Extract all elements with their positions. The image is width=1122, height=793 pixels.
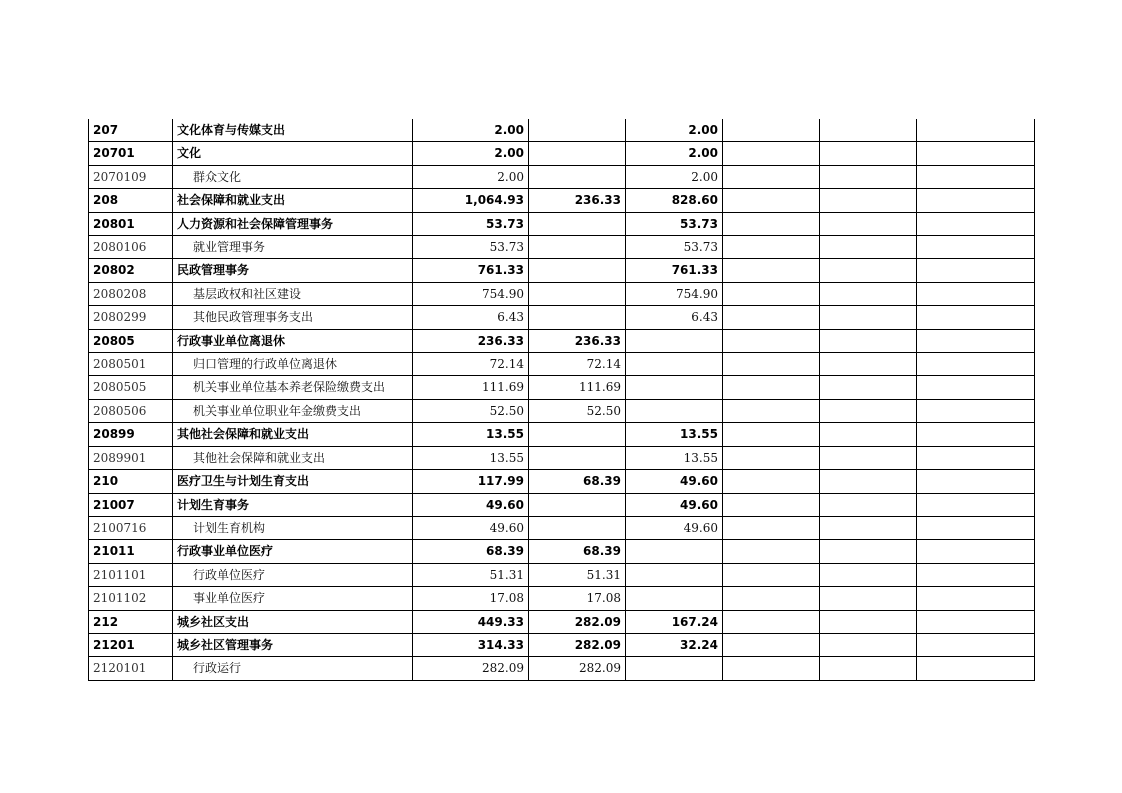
table-row	[89, 236, 1035, 259]
empty-cell	[723, 399, 820, 422]
empty-cell	[820, 165, 917, 188]
basic-expenditure-cell: 236.33	[529, 189, 626, 212]
subject-code-cell: 2080505	[89, 376, 173, 399]
empty-cell	[723, 540, 820, 563]
empty-cell	[917, 353, 1035, 376]
empty-cell	[820, 657, 917, 680]
subject-name-cell: 其他社会保障和就业支出	[173, 446, 413, 469]
subject-name-cell: 文化	[173, 142, 413, 165]
basic-expenditure-cell	[529, 493, 626, 516]
empty-cell	[723, 189, 820, 212]
total-amount-cell: 2.00	[413, 142, 529, 165]
empty-cell	[723, 306, 820, 329]
subject-code-cell: 2080299	[89, 306, 173, 329]
empty-cell	[820, 563, 917, 586]
table-row	[89, 282, 1035, 305]
table-row	[89, 259, 1035, 282]
subject-name-cell: 行政事业单位离退休	[173, 329, 413, 352]
subject-name-cell: 文化体育与传媒支出	[173, 119, 413, 142]
project-expenditure-cell: 754.90	[626, 282, 723, 305]
table-row	[89, 306, 1035, 329]
empty-cell	[917, 540, 1035, 563]
empty-cell	[723, 119, 820, 142]
subject-code-cell: 2080208	[89, 282, 173, 305]
total-amount-cell: 13.55	[413, 446, 529, 469]
empty-cell	[917, 329, 1035, 352]
subject-code-cell: 2080106	[89, 236, 173, 259]
basic-expenditure-cell	[529, 446, 626, 469]
subject-name-cell: 行政运行	[173, 657, 413, 680]
basic-expenditure-cell	[529, 259, 626, 282]
empty-cell	[917, 282, 1035, 305]
subject-name-cell: 事业单位医疗	[173, 587, 413, 610]
empty-cell	[723, 353, 820, 376]
subject-code-cell: 2100716	[89, 516, 173, 539]
empty-cell	[917, 587, 1035, 610]
subject-code-cell: 21007	[89, 493, 173, 516]
empty-cell	[917, 657, 1035, 680]
basic-expenditure-cell	[529, 165, 626, 188]
total-amount-cell: 51.31	[413, 563, 529, 586]
empty-cell	[723, 470, 820, 493]
basic-expenditure-cell: 51.31	[529, 563, 626, 586]
basic-expenditure-cell	[529, 236, 626, 259]
empty-cell	[917, 306, 1035, 329]
table-row	[89, 516, 1035, 539]
subject-code-cell: 20801	[89, 212, 173, 235]
project-expenditure-cell: 49.60	[626, 516, 723, 539]
table-row	[89, 212, 1035, 235]
total-amount-cell: 2.00	[413, 119, 529, 142]
empty-cell	[723, 493, 820, 516]
basic-expenditure-cell: 111.69	[529, 376, 626, 399]
basic-expenditure-cell: 68.39	[529, 540, 626, 563]
total-amount-cell: 68.39	[413, 540, 529, 563]
subject-code-cell: 210	[89, 470, 173, 493]
empty-cell	[820, 376, 917, 399]
empty-cell	[917, 259, 1035, 282]
subject-code-cell: 208	[89, 189, 173, 212]
empty-cell	[820, 540, 917, 563]
empty-cell	[820, 259, 917, 282]
empty-cell	[820, 633, 917, 656]
empty-cell	[723, 376, 820, 399]
empty-cell	[723, 610, 820, 633]
empty-cell	[820, 423, 917, 446]
subject-code-cell: 207	[89, 119, 173, 142]
empty-cell	[723, 259, 820, 282]
empty-cell	[820, 189, 917, 212]
empty-cell	[917, 610, 1035, 633]
subject-code-cell: 20701	[89, 142, 173, 165]
basic-expenditure-cell: 282.09	[529, 657, 626, 680]
table-row	[89, 423, 1035, 446]
project-expenditure-cell: 761.33	[626, 259, 723, 282]
subject-code-cell: 21011	[89, 540, 173, 563]
empty-cell	[820, 399, 917, 422]
basic-expenditure-cell: 72.14	[529, 353, 626, 376]
subject-name-cell: 机关事业单位职业年金缴费支出	[173, 399, 413, 422]
subject-name-cell: 机关事业单位基本养老保险缴费支出	[173, 376, 413, 399]
empty-cell	[723, 142, 820, 165]
total-amount-cell: 52.50	[413, 399, 529, 422]
table-row	[89, 657, 1035, 680]
table-row	[89, 399, 1035, 422]
empty-cell	[723, 212, 820, 235]
project-expenditure-cell: 32.24	[626, 633, 723, 656]
project-expenditure-cell	[626, 353, 723, 376]
empty-cell	[723, 587, 820, 610]
empty-cell	[917, 493, 1035, 516]
subject-name-cell: 归口管理的行政单位离退休	[173, 353, 413, 376]
empty-cell	[917, 446, 1035, 469]
project-expenditure-cell: 167.24	[626, 610, 723, 633]
project-expenditure-cell: 49.60	[626, 470, 723, 493]
basic-expenditure-cell: 68.39	[529, 470, 626, 493]
project-expenditure-cell	[626, 329, 723, 352]
empty-cell	[917, 423, 1035, 446]
project-expenditure-cell	[626, 399, 723, 422]
basic-expenditure-cell	[529, 516, 626, 539]
table-row	[89, 142, 1035, 165]
subject-code-cell: 20802	[89, 259, 173, 282]
project-expenditure-cell	[626, 657, 723, 680]
empty-cell	[917, 376, 1035, 399]
subject-name-cell: 计划生育事务	[173, 493, 413, 516]
table-row	[89, 633, 1035, 656]
empty-cell	[917, 142, 1035, 165]
empty-cell	[820, 493, 917, 516]
total-amount-cell: 314.33	[413, 633, 529, 656]
table-row	[89, 610, 1035, 633]
project-expenditure-cell: 49.60	[626, 493, 723, 516]
table-row	[89, 563, 1035, 586]
total-amount-cell: 53.73	[413, 212, 529, 235]
empty-cell	[820, 470, 917, 493]
basic-expenditure-cell: 236.33	[529, 329, 626, 352]
table-body	[89, 119, 1035, 680]
basic-expenditure-cell	[529, 306, 626, 329]
subject-code-cell: 2080501	[89, 353, 173, 376]
subject-name-cell: 就业管理事务	[173, 236, 413, 259]
project-expenditure-cell: 6.43	[626, 306, 723, 329]
total-amount-cell: 282.09	[413, 657, 529, 680]
subject-code-cell: 2080506	[89, 399, 173, 422]
project-expenditure-cell	[626, 587, 723, 610]
project-expenditure-cell	[626, 376, 723, 399]
total-amount-cell: 72.14	[413, 353, 529, 376]
empty-cell	[723, 563, 820, 586]
empty-cell	[917, 236, 1035, 259]
basic-expenditure-cell: 282.09	[529, 610, 626, 633]
expenditure-table	[88, 119, 1035, 681]
empty-cell	[917, 119, 1035, 142]
project-expenditure-cell: 2.00	[626, 119, 723, 142]
budget-table-sheet	[88, 119, 1034, 681]
empty-cell	[820, 212, 917, 235]
total-amount-cell: 754.90	[413, 282, 529, 305]
total-amount-cell: 761.33	[413, 259, 529, 282]
subject-code-cell: 21201	[89, 633, 173, 656]
total-amount-cell: 449.33	[413, 610, 529, 633]
empty-cell	[917, 633, 1035, 656]
subject-name-cell: 城乡社区支出	[173, 610, 413, 633]
empty-cell	[723, 165, 820, 188]
project-expenditure-cell: 53.73	[626, 236, 723, 259]
subject-code-cell: 2070109	[89, 165, 173, 188]
empty-cell	[723, 423, 820, 446]
subject-name-cell: 社会保障和就业支出	[173, 189, 413, 212]
empty-cell	[820, 142, 917, 165]
subject-code-cell: 2101102	[89, 587, 173, 610]
total-amount-cell: 13.55	[413, 423, 529, 446]
project-expenditure-cell: 53.73	[626, 212, 723, 235]
table-row	[89, 540, 1035, 563]
project-expenditure-cell: 13.55	[626, 423, 723, 446]
basic-expenditure-cell: 282.09	[529, 633, 626, 656]
table-row	[89, 353, 1035, 376]
empty-cell	[917, 189, 1035, 212]
total-amount-cell: 6.43	[413, 306, 529, 329]
project-expenditure-cell: 2.00	[626, 142, 723, 165]
table-row	[89, 329, 1035, 352]
subject-code-cell: 2089901	[89, 446, 173, 469]
empty-cell	[723, 516, 820, 539]
subject-code-cell: 2101101	[89, 563, 173, 586]
empty-cell	[820, 353, 917, 376]
total-amount-cell: 53.73	[413, 236, 529, 259]
empty-cell	[820, 306, 917, 329]
empty-cell	[723, 329, 820, 352]
table-row	[89, 189, 1035, 212]
subject-name-cell: 民政管理事务	[173, 259, 413, 282]
subject-name-cell: 行政单位医疗	[173, 563, 413, 586]
table-row	[89, 587, 1035, 610]
project-expenditure-cell	[626, 540, 723, 563]
total-amount-cell: 49.60	[413, 493, 529, 516]
subject-name-cell: 群众文化	[173, 165, 413, 188]
subject-code-cell: 212	[89, 610, 173, 633]
empty-cell	[723, 446, 820, 469]
total-amount-cell: 111.69	[413, 376, 529, 399]
empty-cell	[820, 329, 917, 352]
empty-cell	[917, 212, 1035, 235]
empty-cell	[820, 610, 917, 633]
empty-cell	[723, 633, 820, 656]
empty-cell	[820, 446, 917, 469]
empty-cell	[917, 165, 1035, 188]
empty-cell	[917, 563, 1035, 586]
basic-expenditure-cell: 17.08	[529, 587, 626, 610]
total-amount-cell: 17.08	[413, 587, 529, 610]
empty-cell	[917, 399, 1035, 422]
basic-expenditure-cell	[529, 282, 626, 305]
total-amount-cell: 2.00	[413, 165, 529, 188]
total-amount-cell: 236.33	[413, 329, 529, 352]
empty-cell	[917, 516, 1035, 539]
empty-cell	[820, 587, 917, 610]
empty-cell	[917, 470, 1035, 493]
project-expenditure-cell	[626, 563, 723, 586]
total-amount-cell: 1,064.93	[413, 189, 529, 212]
table-row	[89, 119, 1035, 142]
subject-name-cell: 城乡社区管理事务	[173, 633, 413, 656]
subject-name-cell: 其他社会保障和就业支出	[173, 423, 413, 446]
table-row	[89, 446, 1035, 469]
table-row	[89, 493, 1035, 516]
empty-cell	[820, 516, 917, 539]
subject-name-cell: 行政事业单位医疗	[173, 540, 413, 563]
basic-expenditure-cell	[529, 142, 626, 165]
project-expenditure-cell: 828.60	[626, 189, 723, 212]
empty-cell	[820, 282, 917, 305]
subject-code-cell: 2120101	[89, 657, 173, 680]
basic-expenditure-cell	[529, 212, 626, 235]
project-expenditure-cell: 13.55	[626, 446, 723, 469]
empty-cell	[723, 282, 820, 305]
basic-expenditure-cell	[529, 119, 626, 142]
subject-name-cell: 基层政权和社区建设	[173, 282, 413, 305]
empty-cell	[820, 236, 917, 259]
table-row	[89, 470, 1035, 493]
subject-code-cell: 20899	[89, 423, 173, 446]
empty-cell	[820, 119, 917, 142]
subject-name-cell: 人力资源和社会保障管理事务	[173, 212, 413, 235]
empty-cell	[723, 236, 820, 259]
project-expenditure-cell: 2.00	[626, 165, 723, 188]
table-row	[89, 165, 1035, 188]
subject-code-cell: 20805	[89, 329, 173, 352]
empty-cell	[723, 657, 820, 680]
subject-name-cell: 其他民政管理事务支出	[173, 306, 413, 329]
total-amount-cell: 49.60	[413, 516, 529, 539]
subject-name-cell: 计划生育机构	[173, 516, 413, 539]
basic-expenditure-cell	[529, 423, 626, 446]
basic-expenditure-cell: 52.50	[529, 399, 626, 422]
total-amount-cell: 117.99	[413, 470, 529, 493]
table-row	[89, 376, 1035, 399]
subject-name-cell: 医疗卫生与计划生育支出	[173, 470, 413, 493]
